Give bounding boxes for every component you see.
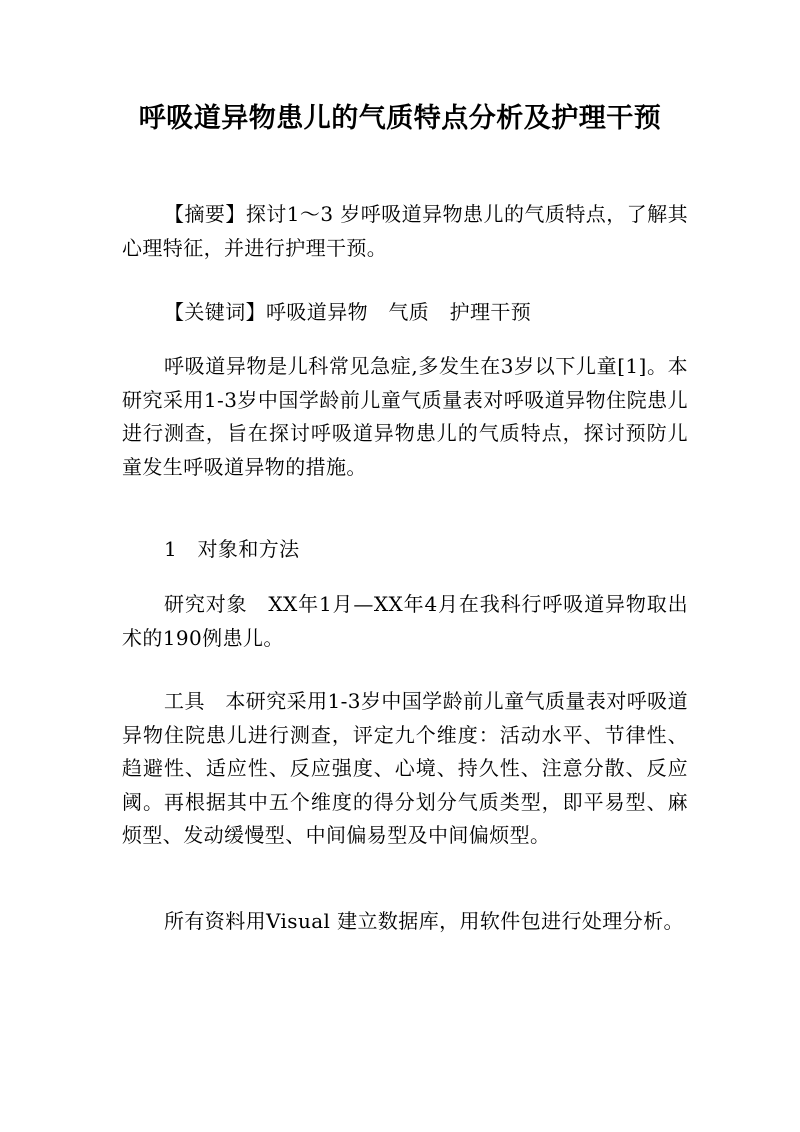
subjects-paragraph: 研究对象 XX年1月—XX年4月在我科行呼吸道异物取出术的190例患儿。 [122,592,688,650]
document-title: 呼吸道异物患儿的气质特点分析及护理干预 [138,103,662,134]
keywords-paragraph: 【关键词】呼吸道异物 气质 护理干预 [164,300,532,324]
section-heading: 1 对象和方法 [164,537,300,561]
statistics-paragraph: 所有资料用Visual 建立数据库，用软件包进行处理分析。 [164,909,684,933]
tools-paragraph: 工具 本研究采用1-3岁中国学龄前儿童气质量表对呼吸道异物住院患儿进行测查，评定九个维度：活动水平、节律性、趋避性、适应性、反应强度、心境、持久性、注意分散、反应阈。再根据其中五个维度的得分划分气质类型，即平易型、麻烦型、发动缓慢型、中间偏易型及中间偏烦型。 [122,689,688,847]
abstract-paragraph: 【摘要】探讨1～3 岁呼吸道异物患儿的气质特点，了解其心理特征，并进行护理干预。 [122,202,688,260]
intro-paragraph: 呼吸道异物是儿科常见急症,多发生在3岁以下儿童[1]。本研究采用1-3岁中国学龄前儿童气质量表对呼吸道异物住院患儿进行测查，旨在探讨呼吸道异物患儿的气质特点，探讨预防儿童发生呼吸道异物的措施。 [122,354,688,479]
